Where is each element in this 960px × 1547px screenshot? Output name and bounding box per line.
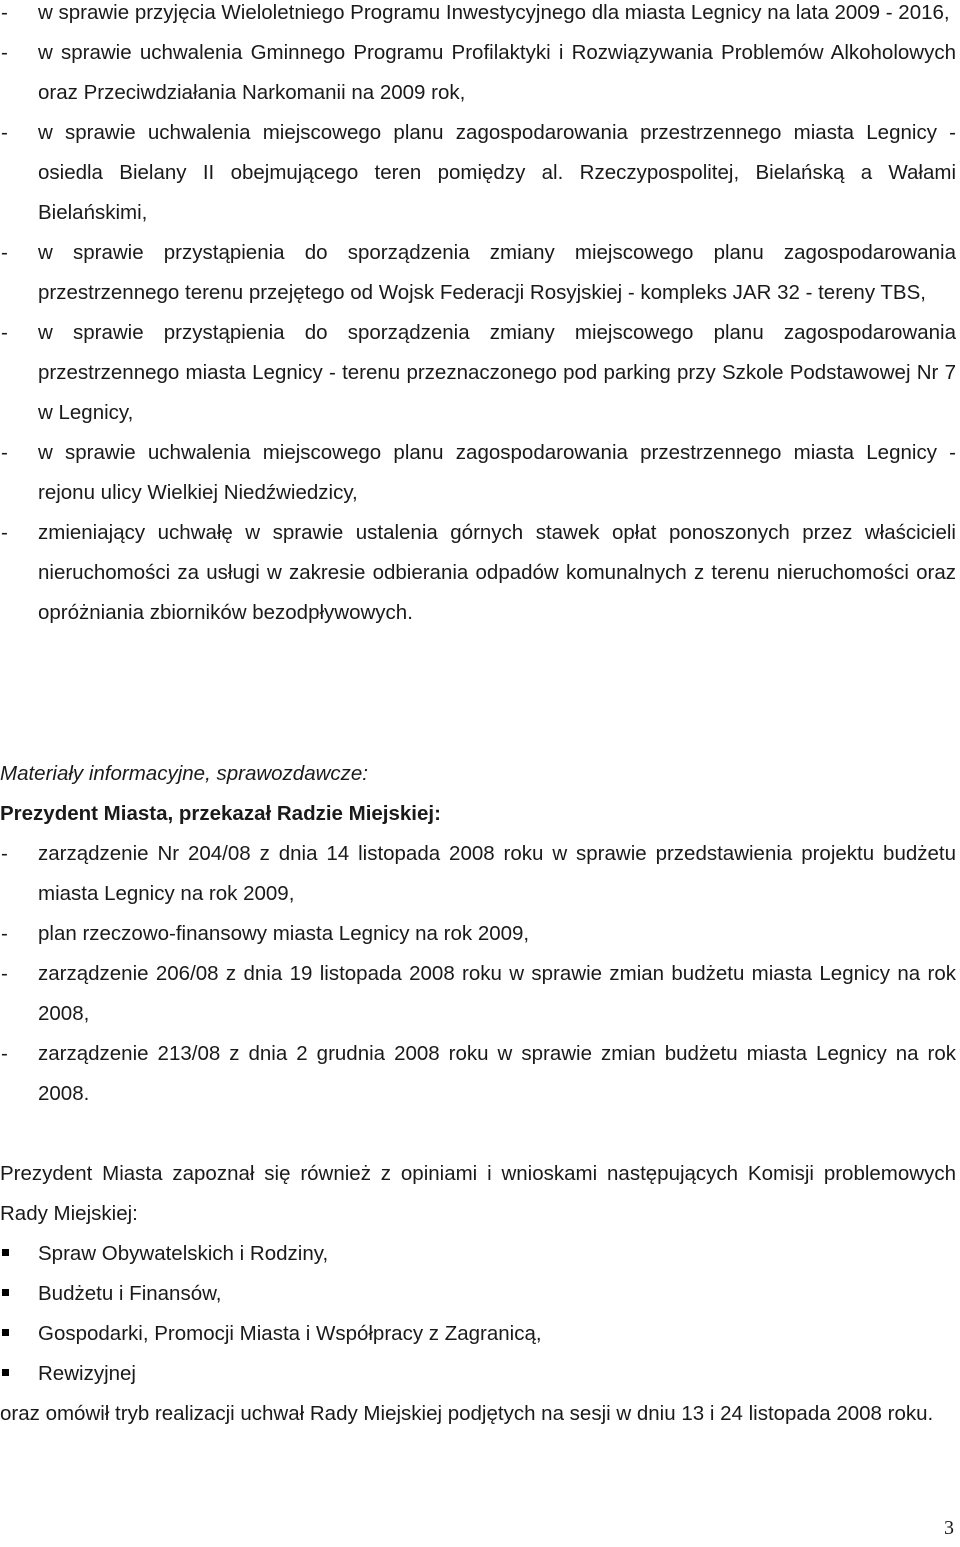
- list-item: [0, 1274, 956, 1314]
- square-bullet-icon: [2, 1289, 9, 1296]
- materials-subheading: Prezydent Miasta, przekazał Radzie Miejskiej:: [0, 802, 441, 825]
- list-item: [0, 1354, 956, 1394]
- commissions-intro: Prezydent Miasta zapoznał się również z opiniami i wnioskami następujących Komisji problemowych Rady Miejskiej:: [0, 1162, 956, 1225]
- list-item-text: w sprawie przyjęcia Wieloletniego Programu Inwestycyjnego dla miasta Legnicy na lata 2009 - 2016,: [38, 1, 950, 24]
- commissions-list: [0, 1234, 956, 1394]
- square-bullet-icon: [2, 1249, 9, 1256]
- list-item: [0, 313, 956, 433]
- square-bullet-icon: [2, 1369, 9, 1376]
- dash-marker: -: [1, 321, 8, 344]
- square-bullet-icon: [2, 1329, 9, 1336]
- dash-marker: -: [1, 241, 8, 264]
- dash-marker: -: [1, 521, 8, 544]
- list-item-text: w sprawie przystąpienia do sporządzenia zmiany miejscowego planu zagospodarowania przestrzennego terenu przejętego od Wojsk Federacji Rosyjskiej - kompleks JAR 32 - tereny TBS,: [38, 241, 956, 304]
- list-item-text: zarządzenie Nr 204/08 z dnia 14 listopada 2008 roku w sprawie przedstawienia projektu budżetu miasta Legnicy na rok 2009,: [38, 842, 956, 905]
- list-item-text: zarządzenie 206/08 z dnia 19 listopada 2008 roku w sprawie zmian budżetu miasta Legnicy na rok 2008,: [38, 962, 956, 1025]
- materials-heading: Materiały informacyjne, sprawozdawcze:: [0, 762, 368, 785]
- list-item: [0, 1314, 956, 1354]
- list-item: [0, 433, 956, 513]
- dash-marker: -: [1, 962, 8, 985]
- list-item-text: plan rzeczowo-finansowy miasta Legnicy na rok 2009,: [38, 922, 530, 945]
- list-item-text: w sprawie uchwalenia miejscowego planu zagospodarowania przestrzennego miasta Legnicy - osiedla Bielany II obejmującego teren pomiędzy al. Rzeczypospolitej, Bielańską a Wałami Bielańskimi,: [38, 121, 956, 224]
- list-item: [0, 834, 956, 914]
- dash-marker: -: [1, 922, 8, 945]
- page-number: 3: [944, 1517, 954, 1539]
- dash-marker: -: [1, 121, 8, 144]
- list-item: [0, 33, 956, 113]
- list-item: [0, 513, 956, 633]
- list-item-text: Rewizyjnej: [38, 1362, 136, 1385]
- list-item-text: Budżetu i Finansów,: [38, 1282, 222, 1305]
- list-item-text: w sprawie przystąpienia do sporządzenia zmiany miejscowego planu zagospodarowania przestrzennego miasta Legnicy - terenu przeznaczonego pod parking przy Szkole Podstawowej Nr 7 w Legnicy,: [38, 321, 956, 424]
- materials-list: [0, 834, 956, 1114]
- list-item: [0, 0, 956, 33]
- list-item: [0, 1234, 956, 1274]
- commissions-closing: oraz omówił tryb realizacji uchwał Rady Miejskiej podjętych na sesji w dniu 13 i 24 listopada 2008 roku.: [0, 1402, 934, 1425]
- dash-marker: -: [1, 1, 8, 24]
- list-item: [0, 113, 956, 233]
- list-item-text: Spraw Obywatelskich i Rodziny,: [38, 1242, 329, 1265]
- list-item-text: zarządzenie 213/08 z dnia 2 grudnia 2008 roku w sprawie zmian budżetu miasta Legnicy na rok 2008.: [38, 1042, 956, 1105]
- list-item-text: Gospodarki, Promocji Miasta i Współpracy z Zagranicą,: [38, 1322, 542, 1345]
- list-item: [0, 914, 956, 954]
- dash-marker: -: [1, 41, 8, 64]
- dash-marker: -: [1, 842, 8, 865]
- list-item: [0, 954, 956, 1034]
- list-item: [0, 1034, 956, 1114]
- list-item-text: w sprawie uchwalenia miejscowego planu zagospodarowania przestrzennego miasta Legnicy - rejonu ulicy Wielkiej Niedźwiedzicy,: [38, 441, 956, 504]
- dash-marker: -: [1, 441, 8, 464]
- resolutions-list: [0, 0, 956, 633]
- list-item: [0, 233, 956, 313]
- list-item-text: w sprawie uchwalenia Gminnego Programu Profilaktyki i Rozwiązywania Problemów Alkoholowych oraz Przeciwdziałania Narkomanii na 2009 rok,: [38, 41, 956, 104]
- list-item-text: zmieniający uchwałę w sprawie ustalenia górnych stawek opłat ponoszonych przez właścicieli nieruchomości za usługi w zakresie odbierania odpadów komunalnych z terenu nieruchomości oraz opróżniania zbiorników bezodpływowych.: [38, 521, 956, 624]
- dash-marker: -: [1, 1042, 8, 1065]
